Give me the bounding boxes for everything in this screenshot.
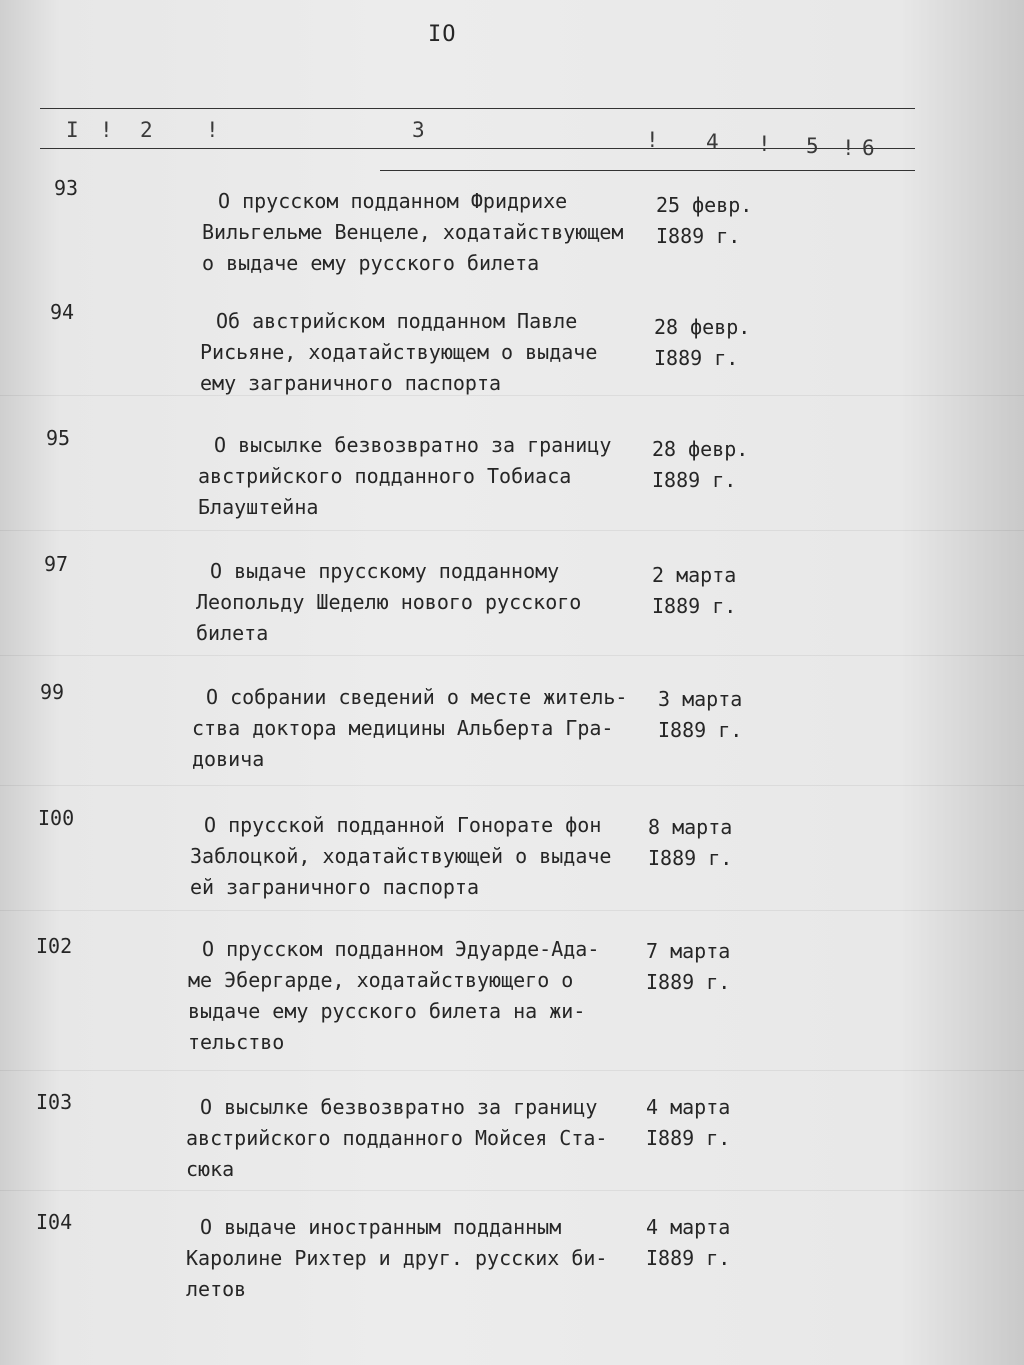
description-line: О прусском подданном Эдуарде-Ада- (202, 937, 600, 961)
description-line: билета (196, 621, 269, 645)
row-description (188, 934, 658, 1058)
background-rule (0, 1070, 1024, 1071)
description-line: ства доктора медицины Альберта Гра- (192, 716, 614, 740)
description-line: австрийского подданного Тобиаса (198, 464, 572, 488)
description-line: Об австрийском подданном Павле (216, 309, 578, 333)
description-line: Каролине Рихтер и друг. русских би- (186, 1246, 608, 1270)
row-description (198, 430, 668, 523)
row-date (656, 190, 776, 252)
column-separator: ! (646, 128, 659, 152)
row-description (186, 1092, 656, 1185)
description-line: ме Эбергарде, ходатайствующего о (188, 968, 574, 992)
date-line: 25 февр. (656, 193, 753, 217)
date-line: 4 марта (646, 1095, 731, 1119)
description-line: Рисьяне, ходатайствующем о выдаче (200, 340, 598, 364)
description-line: летов (186, 1277, 247, 1301)
date-line: I889 г. (656, 224, 741, 248)
row-number: I04 (36, 1210, 73, 1234)
column-header-6: 6 (862, 136, 875, 160)
column-separator: ! (842, 136, 855, 160)
description-line: австрийского подданного Мойсея Ста- (186, 1126, 608, 1150)
description-line: довича (192, 747, 265, 771)
background-rule (0, 785, 1024, 786)
row-date (646, 1212, 766, 1274)
column-header-1: I (66, 118, 79, 142)
row-description (196, 556, 666, 649)
description-line: О выдаче прусскому подданному (210, 559, 560, 583)
date-line: 7 марта (646, 939, 731, 963)
row-number: 95 (46, 426, 71, 450)
description-line: ей заграничного паспорта (190, 875, 479, 899)
column-header-4: 4 (706, 130, 719, 154)
description-line: тельство (188, 1030, 285, 1054)
date-line: I889 г. (652, 468, 737, 492)
date-line: 8 марта (648, 815, 733, 839)
row-date (658, 684, 778, 746)
description-line: ему заграничного паспорта (200, 371, 502, 395)
description-line: о выдаче ему русского билета (202, 251, 540, 275)
description-line: Леопольду Шеделю нового русского (196, 590, 582, 614)
description-line: Вильгельме Венцеле, ходатайствующем (202, 220, 624, 244)
description-line: О выдаче иностранным подданным (200, 1215, 562, 1239)
row-date (654, 312, 774, 374)
description-line: выдаче ему русского билета на жи- (188, 999, 586, 1023)
page-number: IO (428, 22, 457, 47)
row-date (652, 560, 772, 622)
date-line: I889 г. (646, 1126, 731, 1150)
column-header-5: 5 (806, 134, 819, 158)
description-line: О прусском подданном Фридрихе (218, 189, 568, 213)
date-line: I889 г. (654, 346, 739, 370)
description-line: О собрании сведений о месте житель- (206, 685, 628, 709)
background-rule (0, 530, 1024, 531)
header-middle-rule (40, 148, 915, 149)
row-date (652, 434, 772, 496)
column-separator: ! (206, 118, 219, 142)
row-number: 97 (44, 552, 69, 576)
description-line: Заблоцкой, ходатайствующей о выдаче (190, 844, 612, 868)
date-line: 28 февр. (654, 315, 751, 339)
row-number: 94 (50, 300, 75, 324)
date-line: I889 г. (652, 594, 737, 618)
row-description (186, 1212, 656, 1305)
column-header-3: 3 (412, 118, 425, 142)
column-separator: ! (100, 118, 113, 142)
row-description (190, 810, 660, 903)
description-line: О прусской подданной Гонорате фон (204, 813, 602, 837)
row-date (648, 812, 768, 874)
row-number: 99 (40, 680, 65, 704)
row-description (202, 186, 672, 279)
description-line: О высылке безвозвратно за границу (214, 433, 612, 457)
description-line: Блауштейна (198, 495, 319, 519)
column-separator: ! (758, 132, 771, 156)
row-number: I02 (36, 934, 73, 958)
row-number: I03 (36, 1090, 73, 1114)
date-line: I889 г. (648, 846, 733, 870)
date-line: 4 марта (646, 1215, 731, 1239)
column-header-2: 2 (140, 118, 153, 142)
row-number: 93 (54, 176, 79, 200)
header-bottom-rule (380, 170, 915, 171)
header-top-rule (40, 108, 915, 109)
description-line: сюка (186, 1157, 235, 1181)
date-line: 3 марта (658, 687, 743, 711)
background-rule (0, 910, 1024, 911)
row-description (192, 682, 650, 775)
date-line: 28 февр. (652, 437, 749, 461)
date-line: I889 г. (646, 970, 731, 994)
background-rule (0, 655, 1024, 656)
row-date (646, 936, 766, 998)
date-line: I889 г. (646, 1246, 731, 1270)
row-description (200, 306, 670, 399)
date-line: 2 марта (652, 563, 737, 587)
description-line: О высылке безвозвратно за границу (200, 1095, 598, 1119)
row-number: I00 (38, 806, 75, 830)
background-rule (0, 1190, 1024, 1191)
date-line: I889 г. (658, 718, 743, 742)
row-date (646, 1092, 766, 1154)
